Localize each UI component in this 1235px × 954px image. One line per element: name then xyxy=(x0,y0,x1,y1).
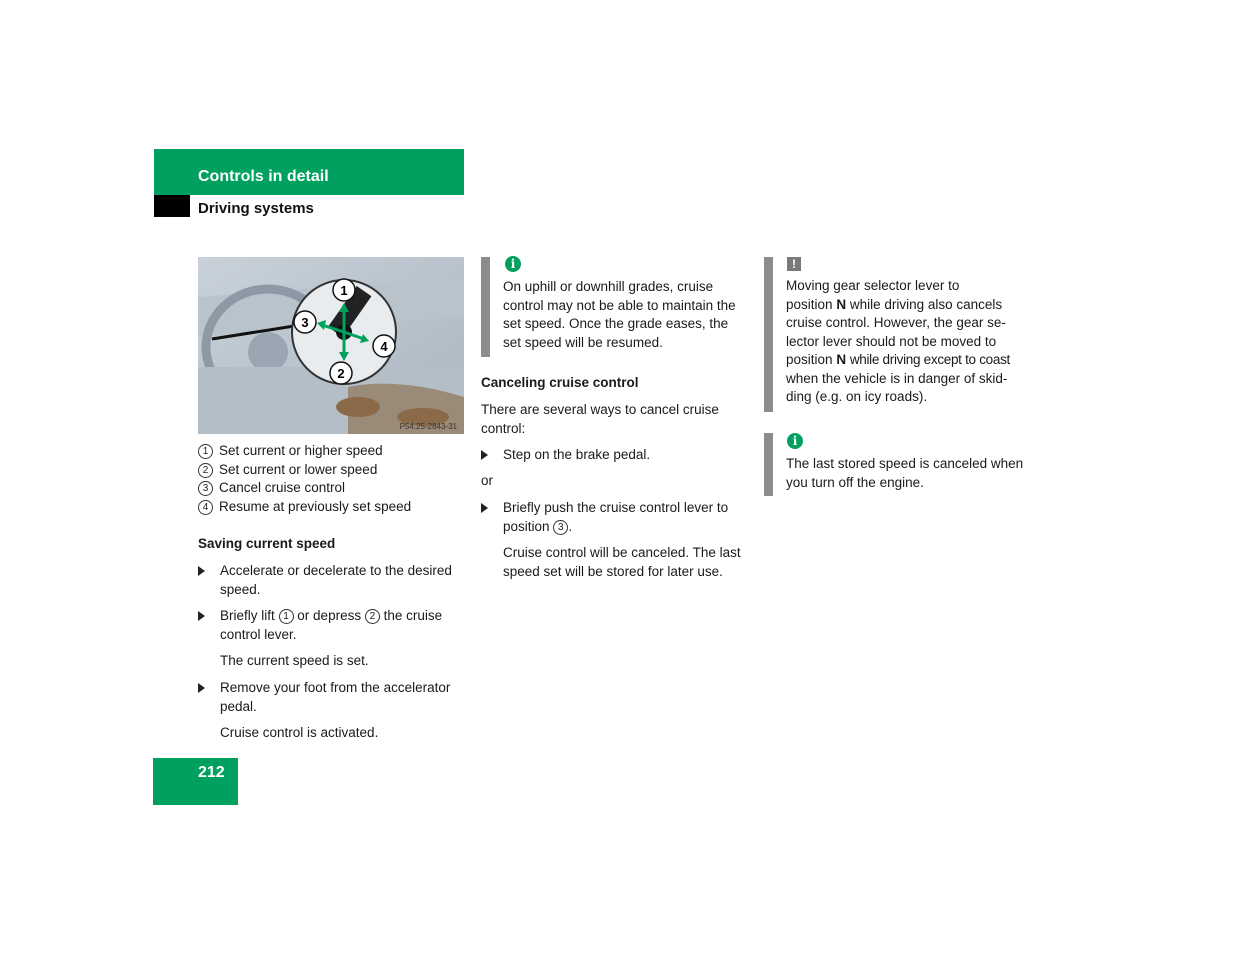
info-note-2: The last stored speed is canceled when you turn off the engine. xyxy=(786,456,1024,490)
ref-number: 3 xyxy=(553,520,568,535)
legend-item xyxy=(198,442,464,461)
warning-line: when the vehicle is in danger of skid- xyxy=(786,370,1008,386)
ref-number: 2 xyxy=(365,609,380,624)
figure-code: P54.25-2843-31 xyxy=(399,422,457,431)
legend-number: 1 xyxy=(198,444,213,459)
warning-bar xyxy=(764,257,773,412)
saving-heading: Saving current speed xyxy=(198,536,336,551)
bullet-icon xyxy=(198,683,205,693)
legend-item xyxy=(198,461,464,480)
bullet-icon xyxy=(198,611,205,621)
bullet-icon xyxy=(198,566,205,576)
or-text: or xyxy=(481,473,494,488)
step-text: . xyxy=(568,518,573,534)
subsection-title: Driving systems xyxy=(198,200,314,217)
figure-legend xyxy=(198,442,464,516)
info-icon: i xyxy=(505,256,521,272)
step-text: Accelerate or decelerate to the desired speed. xyxy=(220,563,452,597)
callout-2-label: 2 xyxy=(337,366,345,381)
canceling-step-1 xyxy=(503,446,749,465)
note-bar xyxy=(481,257,490,357)
saving-result-3: Cruise control is activated. xyxy=(220,725,379,740)
callout-3-label: 3 xyxy=(301,315,309,330)
page-number-box xyxy=(153,758,238,805)
legend-text: Set current or lower speed xyxy=(219,461,378,477)
step-text: or depress xyxy=(297,608,362,623)
dashboard-illustration xyxy=(198,257,464,434)
page-number: 212 xyxy=(198,764,225,781)
callout-4-label: 4 xyxy=(380,339,388,354)
bullet-icon xyxy=(481,450,488,460)
legend-text: Resume at previously set speed xyxy=(219,498,412,514)
canceling-heading: Canceling cruise control xyxy=(481,375,639,390)
legend-item xyxy=(198,479,464,498)
step-text: Briefly push the cruise control lever to position xyxy=(503,500,729,534)
step-text: Remove your foot from the accelerator pedal. xyxy=(220,680,451,714)
step-text: Step on the brake pedal. xyxy=(503,447,651,462)
warning-line: ding (e.g. on icy roads). xyxy=(786,389,928,404)
bullet-icon xyxy=(481,503,488,513)
warning-text xyxy=(786,277,1046,407)
warning-line: cruise control. However, the gear se- xyxy=(786,315,1006,330)
legend-text: Set current or higher speed xyxy=(219,443,383,458)
step-text: Briefly lift xyxy=(220,608,275,623)
canceling-result: Cruise control will be canceled. The last speed set will be stored for later use. xyxy=(503,545,741,579)
legend-number: 4 xyxy=(198,500,213,515)
warning-line: position N while driving also cancels xyxy=(786,296,1003,312)
legend-number: 2 xyxy=(198,463,213,478)
saving-result-2: The current speed is set. xyxy=(220,653,369,668)
legend-number: 3 xyxy=(198,481,213,496)
subsection-marker xyxy=(154,195,190,217)
saving-step-1 xyxy=(220,562,466,599)
warning-line: Moving gear selector lever to xyxy=(786,278,960,293)
legend-text: Cancel cruise control xyxy=(219,480,346,495)
canceling-step-2 xyxy=(503,499,749,536)
info-icon: i xyxy=(787,433,803,449)
saving-step-3 xyxy=(220,679,466,716)
saving-step-2 xyxy=(220,607,466,644)
warning-icon: ! xyxy=(787,257,801,271)
section-title: Controls in detail xyxy=(198,168,329,185)
warning-line: lector lever should not be moved to xyxy=(786,333,997,349)
info-note-1: On uphill or downhill grades, cruise control may not be able to maintain the set speed. Once the grade eases, the set speed will be resumed. xyxy=(503,279,736,350)
legend-item xyxy=(198,498,464,517)
canceling-intro: There are several ways to cancel cruise control: xyxy=(481,402,719,436)
cruise-control-figure xyxy=(198,257,464,434)
callout-1-label: 1 xyxy=(340,283,348,298)
ref-number: 1 xyxy=(279,609,294,624)
step-text: the cruise control lever. xyxy=(220,608,443,642)
note-bar xyxy=(764,433,773,496)
warning-line: position N while driving except to coast xyxy=(786,352,1010,367)
